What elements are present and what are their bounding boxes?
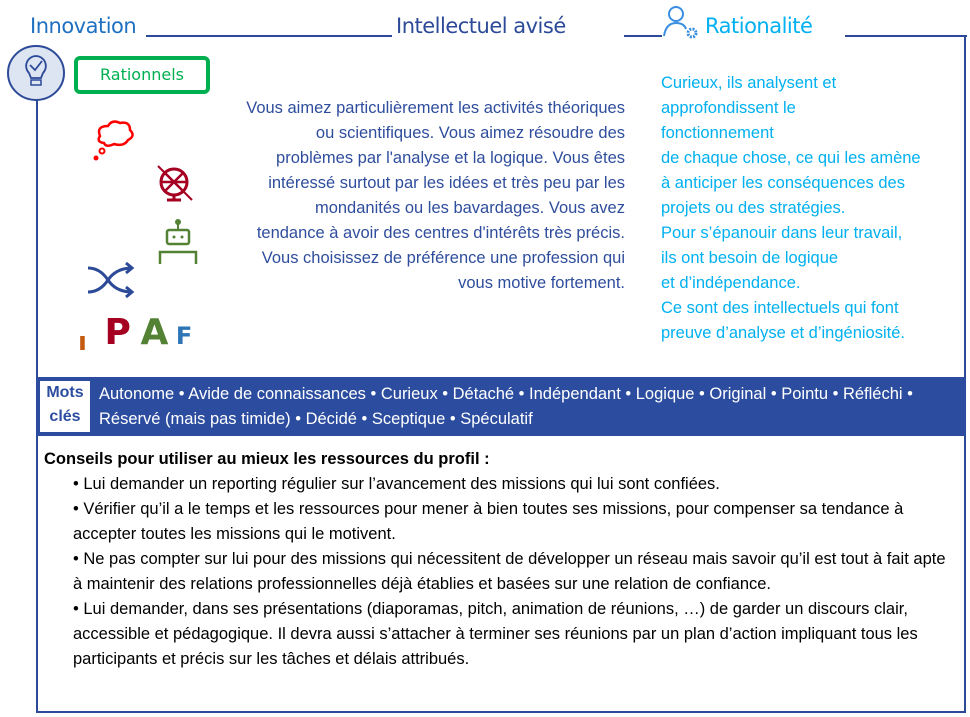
header-line — [624, 35, 662, 37]
robot-icon — [156, 218, 200, 266]
advice-item: • Vérifier qu’il a le temps et les ressources pour mener à bien toutes ses missions, pour compenser sa tendance à accepter toutes les missions qui le motivent. — [73, 497, 959, 547]
header-line — [845, 35, 967, 37]
advice-list — [44, 472, 959, 672]
keywords-label-line: Mots — [46, 384, 84, 401]
summary-line: de chaque chose, ce qui les amène — [661, 149, 921, 167]
advice-item: • Lui demander un reporting régulier sur l’avancement des missions qui lui sont confiées. — [73, 472, 959, 497]
profile-badge: Rationnels — [74, 56, 210, 94]
user-gear-icon — [662, 4, 704, 40]
globe-icon — [152, 162, 198, 208]
advice-section — [44, 447, 959, 672]
advice-title: Conseils pour utiliser au mieux les ressources du profil : — [44, 450, 490, 468]
profile-summary — [661, 71, 961, 346]
keywords-label-line: clés — [49, 408, 81, 425]
frame-right — [964, 35, 966, 713]
summary-line: Pour s’épanouir dans leur travail, — [661, 224, 903, 242]
summary-line: preuve d’analyse et d’ingéniosité. — [661, 324, 905, 342]
summary-line: Curieux, ils analysent et — [661, 74, 837, 92]
frame-bottom — [36, 711, 966, 713]
shuffle-icon — [86, 262, 136, 300]
summary-line: Ce sont des intellectuels qui font — [661, 299, 899, 317]
advice-item: • Ne pas compter sur lui pour des missions qui nécessitent de développer un réseau mais savoir qu’il est tout à fait apte à maintenir des relations professionnelles déjà établies et basées sur une relation de confiance. — [73, 547, 959, 597]
thought-cloud-icon — [90, 118, 140, 168]
header-innovation: Innovation — [30, 14, 137, 38]
keywords-label — [40, 381, 90, 432]
lightbulb-check-icon — [5, 44, 67, 102]
advice-item: • Lui demander, dans ses présentations (diaporamas, pitch, animation de réunions, …) de garder un discours clair, accessible et pédagogique. Il devra aussi s’attacher à terminer ses réunions par un plan d’action impliquant tous les participants et précis sur les tâches et délais attribués. — [73, 597, 959, 672]
summary-line: et d’indépendance. — [661, 274, 801, 292]
summary-line: ils ont besoin de logique — [661, 249, 839, 267]
summary-line: projets ou des stratégies. — [661, 199, 846, 217]
header-line — [146, 35, 392, 37]
header-rationalite: Rationalité — [705, 14, 813, 38]
summary-line: à anticiper les conséquences des — [661, 174, 905, 192]
header-title: Intellectuel avisé — [396, 14, 566, 38]
profile-description: Vous aimez particulièrement les activités théoriques ou scientifiques. Vous aimez résoudre des problèmes par l'analyse et la logique. Vous êtes intéressé surtout par les idées et très peu par les mondanités ou les bavardages. Vous avez tendance à avoir des centres d'intérêts très précis. Vous choisissez de préférence une profession qui vous motive fortement. — [246, 99, 625, 292]
keywords-list: Autonome • Avide de connaissances • Curieux • Détaché • Indépendant • Logique • Original • Pointu • Réfléchi • Réservé (mais pas timide) • Décidé • Sceptique • Spéculatif — [99, 385, 913, 428]
summary-line: approfondissent le — [661, 99, 796, 117]
ipaf-logo: ı P A F — [78, 312, 193, 357]
summary-line: fonctionnement — [661, 124, 774, 142]
